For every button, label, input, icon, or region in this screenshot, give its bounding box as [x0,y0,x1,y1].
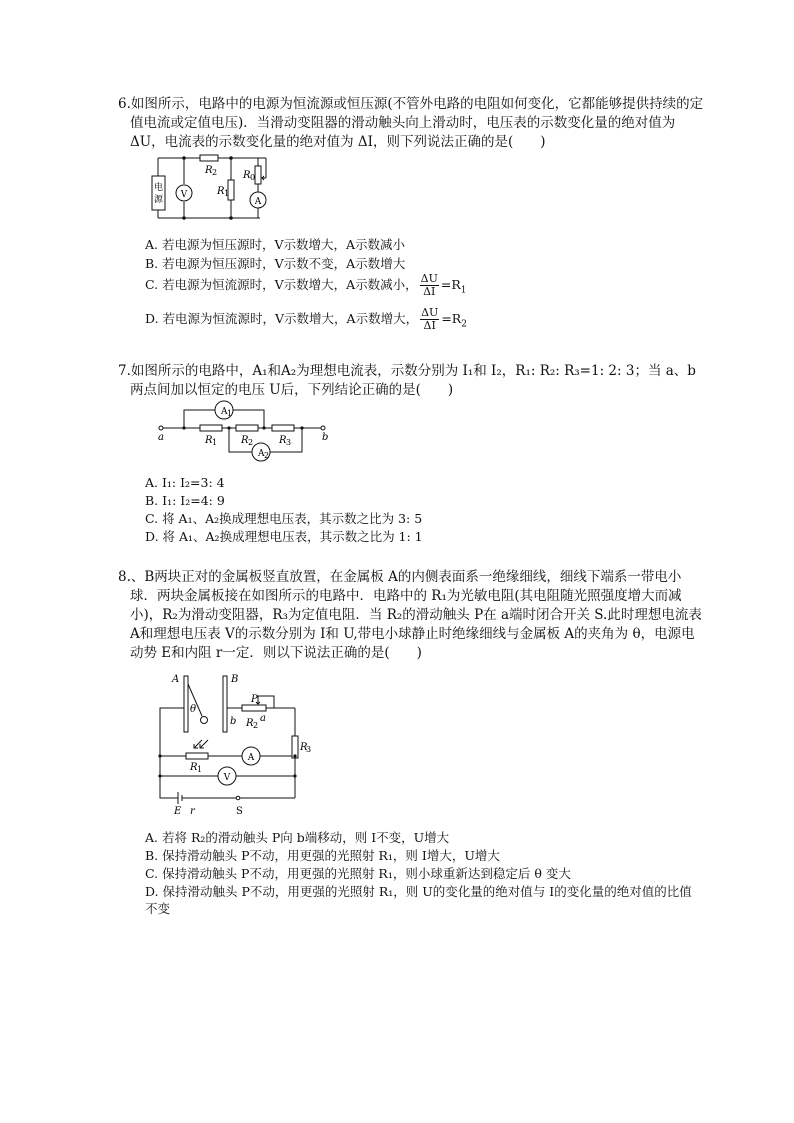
q7-a2-sub: 2 [264,451,270,460]
q8-a-label: a [260,713,266,724]
q6-option-b: B. 若电源为恒压源时，V示数不变，A示数增大 [145,256,406,271]
q7-r3-sub: 3 [286,438,292,447]
q7-r3-label: R [279,435,287,446]
q8-plate-b-label: B [231,674,239,685]
question-7-circuit-figure [152,398,337,466]
q6-option-d-fraction [420,307,439,332]
q8-s-label: S [236,806,243,817]
q6-option-a: A. 若电源为恒压源时，V示数增大，A示数减小 [145,237,406,252]
q6-option-d-tail: =R [441,311,462,326]
q6-r2-label: R [205,165,213,176]
q7-option-c: C. 将 A₁、A₂换成理想电压表，其示数之比为 3: 5 [145,511,423,526]
q8-option-d: D. 保持滑动触头 P不动，用更强的光照射 R₁，则 U的变化量的绝对值与 I的变化量的绝对值的比值不变 [145,884,692,916]
q6-option-c-den: ΔI [423,285,436,298]
q7-r2-sub: 2 [248,438,254,447]
q6-option-d-text: D. 若电源为恒流源时，V示数增大，A示数增大， [145,311,419,326]
q7-label-b: b [322,432,329,443]
q6-option-d-num: ΔU [421,306,439,319]
q6-voltmeter-label: V [180,190,188,200]
q6-ammeter-label: A [254,197,262,207]
q6-r0-sub: 0 [250,173,256,182]
q8-ammeter-label: A [247,753,255,763]
q6-option-c-tail: =R [440,277,461,292]
q6-option-c-text: C. 若电源为恒流源时，V示数增大，A示数减小， [145,277,418,292]
q6-option-d [145,307,467,334]
q7-label-a: a [158,432,164,443]
q8-r1-label: R [190,762,198,773]
q7-option-a: A. I₁: I₂=3: 4 [145,475,225,490]
question-7-stem: 7.如图所示的电路中，A₁和A₂为理想电流表，示数分别为 I₁和 I₂，R₁: R₂: R₃=1: 2: 3；当 a、b两点间加以恒定的电压 U后，下列结论正确的是( ) [118,363,696,398]
q7-a1-sub: 1 [227,409,233,418]
q6-r1-label: R [217,186,225,197]
q8-option-b: B. 保持滑动触头 P不动，用更强的光照射 R₁，则 I增大，U增大 [145,848,500,863]
q6-option-c [145,273,466,300]
q7-option-d: D. 将 A₁、A₂换成理想电压表，其示数之比为 1: 1 [145,529,423,544]
q8-p-label: P [251,694,258,705]
q8-r3-sub: 3 [306,745,312,754]
q7-option-b: B. I₁: I₂=4: 9 [145,493,225,508]
question-8-stem: 8.、B两块正对的金属板竖直放置，在金属板 A的内侧表面系一绝缘细线，细线下端系一带电小球．两块金属板接在如图所示的电路中．电路中的 R₁为光敏电阻(其电阻随光照强度增大而减小)，R₂为滑动变阻器，R₃为定值电阻．当 R₂的滑动触头 P在 a端时闭合开关 S.此时理想电流表 A和理想电压表 V的示数分别为 I和 U,带电小球静止时绝缘细线与金属板 A的夹角为 θ，电源电动势 E和内阻 r一定．则以下说法正确的是( ) [118,569,702,661]
question-6-stem: 6.如图所示，电路中的电源为恒流源或恒压源(不管外电路的电阻如何变化，它都能够提供持续的定值电流或定值电压)．当滑动变阻器的滑动触头向上滑动时，电压表的示数变化量的绝对值为 ΔU，电流表的示数变化量的绝对值为 ΔI，则下列说法正确的是( ) [118,96,704,150]
q7-r1-label: R [205,435,213,446]
question-6 [118,95,708,152]
question-6-circuit-figure [148,152,278,224]
q8-theta-label: θ [190,704,197,715]
q8-r-label: r [190,806,195,817]
q6-r0-label: R [243,170,251,181]
q6-option-d-tail-sub: 2 [461,319,467,330]
q6-option-c-num: ΔU [420,272,438,285]
q6-source-label-2: 源 [153,195,164,205]
q8-r2-sub: 2 [253,721,259,730]
q8-r1-sub: 1 [197,765,203,774]
q8-b-label: b [230,716,237,727]
q7-a2-label: A [258,449,265,459]
q8-plate-a-label: A [172,674,180,685]
q8-voltmeter-label: V [223,773,231,783]
q8-option-c: C. 保持滑动触头 P不动，用更强的光照射 R₁，则小球重新达到稳定后 θ 变大 [145,866,571,881]
q8-r3-label: R [300,742,308,753]
q8-e-label: E [174,806,182,817]
q6-option-c-fraction [420,273,439,298]
q6-r2-sub: 2 [212,168,218,177]
question-7 [118,362,708,400]
q8-option-a: A. 若将 R₂的滑动触头 P向 b端移动，则 I不变，U增大 [145,830,450,845]
q6-option-c-tail-sub: 1 [460,285,467,296]
question-8 [118,568,708,663]
q6-r1-sub: 1 [224,189,230,198]
q7-r2-label: R [241,435,249,446]
q7-a1-label: A [221,407,228,417]
question-8-circuit-figure [150,668,310,818]
q7-r1-sub: 1 [212,438,218,447]
q6-source-label-1: 电 [153,183,164,193]
q6-option-d-den: ΔI [423,319,436,332]
q8-r2-label: R [246,718,254,729]
